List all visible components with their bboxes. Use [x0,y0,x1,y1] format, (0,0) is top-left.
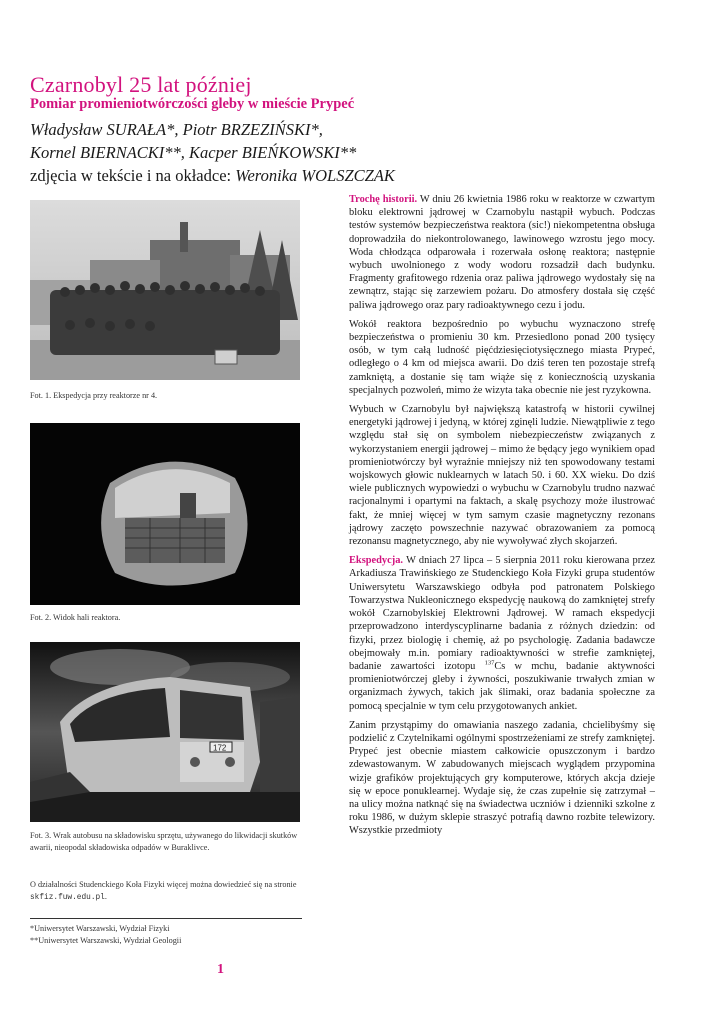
section-lead-history: Trochę historii. [349,194,418,205]
photo-reactor-hall [30,423,300,605]
club-url-link[interactable]: skfiz.fuw.edu.pl [30,894,105,902]
paragraph-exclusion-zone: Wokół reaktora bezpośrednio po wybuchu wyznaczono strefę bezpieczeństwa o promieniu 30 km. Przesiedlono ponad 200 tysięcy osób, w tym całą ludność pięćdziesięciotysięcznego miasta Prypeć, odległego o 4 km od miejsca awarii. Do dziś teren ten pozostaje strefą zamkniętą, a dostanie się tam wiąże się z koniecznością uzyskania specjalnych pozwoleń, mimo że wizyta taka obecnie nie jest ryzykowna. [349,318,655,396]
photo-credit-name: Weronika WOLSZCZAK [235,166,395,185]
club-note-end: . [104,892,107,901]
authors-line-1: Władysław SURAŁA*, Piotr BRZEZIŃSKI*, [30,120,323,139]
paragraph-catastrophe: Wybuch w Czarnobylu był największą katastrofą w historii cywilnej energetyki jądrowej i jedyną, w której zginęli ludzie. Niewątpliwie z tego względu stał się on symbolem niebezpieczeństw związanych z wykorzystaniem energii jądrowej – mimo że będący jego wynikiem opad promieniotwórczy był wyraźnie mniejszy niż ten spowodowany testami wojskowych głowic nuklearnych w latach 50. i 60. XX wieku. Do dziś wiele publicznych wypowiedzi o wybuchu w Czarnobylu trudno nazwać racjonalnymi i opartymi na faktach, a skalę psychozy może ilustrować fakt, że mniej więcej w tym samym czasie magnetyczny rezonans jądrowy zaczęto powszechnie nazywać obrazowaniem za pomocą rezonansu magnetycznego, aby nie wywoływać złych skojarzeń. [349,404,655,548]
figure-caption-3: Fot. 3. Wrak autobusu na składowisku sprzętu, używanego do likwidacji skutków awarii, nieopodal składowiska odpadów w Buraklivce. [30,831,298,852]
isotope-mass-number: 137 [484,659,495,667]
footnote-1: *Uniwersytet Warszawski, Wydział Fizyki [30,924,170,933]
photo-credit-prefix: zdjęcia w tekście i na okładce: [30,166,232,185]
figure-caption-1: Fot. 1. Ekspedycja przy reaktorze nr 4. [30,391,158,400]
paragraph-history [349,193,655,312]
article-subtitle: Pomiar promieniotwórczości gleby w mieście Prypeć [30,96,355,112]
footnote-2: **Uniwersytet Warszawski, Wydział Geologii [30,936,182,945]
photo-bus-wreck [30,642,300,822]
page-number: 1 [217,962,224,977]
photo-bus-wreck-image [30,642,300,822]
figure-caption-2: Fot. 2. Widok hali reaktora. [30,613,121,622]
photo-reactor-hall-image [30,423,300,605]
paragraph-expedition-text-b: Cs w mchu, badanie aktywności promieniotwórczej gleby i żywności, poszukiwanie trwałych zmian w organizmach żywych, takich jak ślimaki, oraz badania społeczne za pomocą specjalnie w tym celu przygotowanych ankiet. [349,660,655,712]
section-lead-expedition: Ekspedycja. [349,555,403,567]
paragraph-expedition-text-a: W dniach 27 lipca – 5 sierpnia 2011 roku kierowana przez Arkadiusza Trawińskiego ze Studenckiego Koła Fizyki grupa studentów Uniwersytetu Warszawskiego odbyła pod patronatem Polskiego Towarzystwa Nukleonicznego ekspedycję naukową do zamkniętej strefy wokół Czarnobylskiej Elektrowni Jądrowej. W ramach ekspedycji przeprowadzono interdyscyplinarne badania z różnych dziedzin: od fizyki, przez biologię i chemię, aż po psychologię. Zadania badawcze obejmowały m.in. pomiary radioaktywności w strefie zamkniętej, badanie zawartości izotopu [349,555,655,672]
authors-line-2: Kornel BIERNACKI**, Kacper BIEŃKOWSKI** [30,143,357,162]
article-body [349,193,655,844]
footnote-rule [30,918,302,919]
photo-expedition-image [30,200,300,380]
bus-plate-text: 172 [213,743,227,753]
club-note [30,879,305,904]
paragraph-expedition [349,554,655,712]
article-title: Czarnobyl 25 lat później [30,72,252,97]
club-note-text: O działalności Studenckiego Koła Fizyki więcej można dowiedzieć się na stronie [30,880,297,889]
paragraph-observations: Zanim przystąpimy do omawiania naszego zadania, chcielibyśmy się podzielić z Czytelnikami ogólnymi spostrzeżeniami ze strefy zamkniętej. Prypeć jest obecnie miastem całkowicie opuszczonym i bardzo zdewastowanym. W zabudowanych miejscach wyglądem przypomina wizje grafików projektujących gry komputerowe, których akcja dzieje się w epoce ponuklearnej. Wydaje się, że czas zupełnie się zatrzymał – na ulicy można natknąć się na świadectwa uczniów i dzienniki szkolne z roku 1986, w dużym sklepie straszyć potrafią dawno rozbite telewizory. Wszystkie przedmioty [349,719,655,837]
footnotes [30,923,181,947]
paragraph-history-text: W dniu 26 kwietnia 1986 roku w reaktorze w czwartym bloku elektrowni jądrowej w Czarnobylu nastąpił wybuch. Podczas testów systemów bezpieczeństwa reaktora (sic!) niekompetentna obsługa doprowadziła do niekontrolowanego, lawinowego wzrostu jego mocy. Woda chłodząca odparowała i rozerwała osłonę reaktora; następnie wybuch uwolnionego z wody wodoru rozsadził dach budynku. Fragmenty grafitowego rdzenia oraz paliwa jądrowego wydostały się na zewnątrz, stając się zarzewiem pożaru. Do atmosfery dostała się część paliwa jądrowego oraz pary radioaktywnego cezu i jodu. [349,194,655,311]
photo-credit [30,166,395,186]
photo-expedition [30,200,300,380]
